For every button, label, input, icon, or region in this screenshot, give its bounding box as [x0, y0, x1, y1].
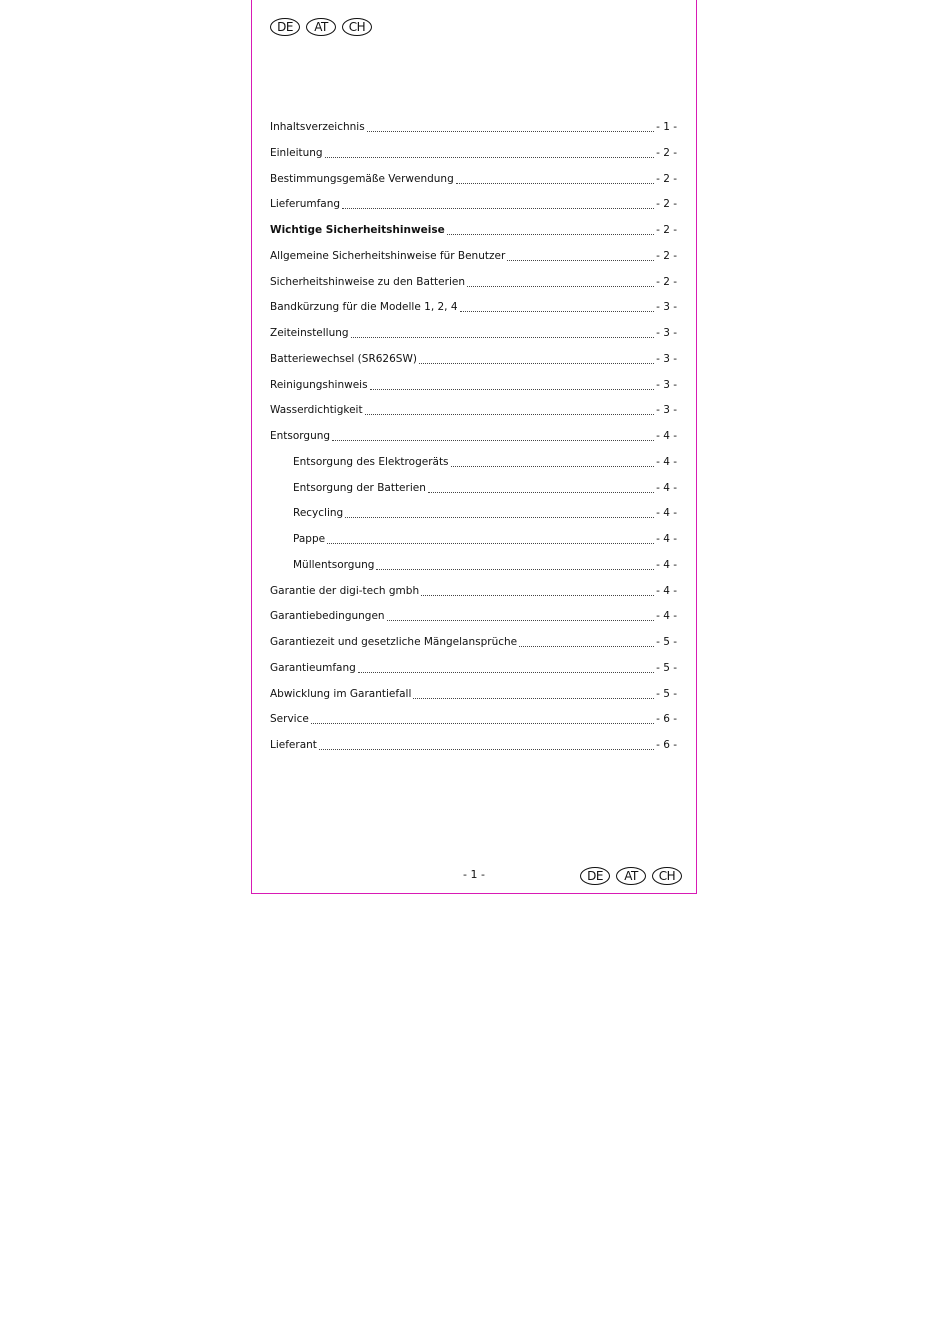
toc-entry-label: Sicherheitshinweise zu den Batterien: [270, 275, 465, 288]
toc-dot-leader: [358, 659, 654, 673]
toc-entry-page: - 4 -: [656, 558, 677, 571]
toc-dot-leader: [319, 736, 654, 750]
country-badge-ch: CH: [652, 867, 682, 885]
toc-dot-leader: [519, 633, 654, 647]
toc-dot-leader: [413, 685, 654, 699]
toc-entry-page: - 3 -: [656, 404, 677, 417]
toc-entry[interactable]: [270, 221, 677, 247]
toc-entry[interactable]: [270, 376, 677, 402]
toc-entry-label: Entsorgung des Elektrogeräts: [293, 455, 449, 468]
toc-entry[interactable]: [270, 736, 677, 762]
toc-entry-label: Pappe: [293, 533, 326, 545]
country-badge-at: AT: [616, 867, 646, 885]
toc-entry-page: - 4 -: [656, 584, 677, 597]
toc-dot-leader: [387, 607, 654, 621]
toc-entry-label: Inhaltsverzeichnis: [270, 121, 365, 133]
toc-entry-page: - 4 -: [656, 507, 677, 520]
toc-dot-leader: [351, 324, 654, 338]
toc-entry-page: - 2 -: [656, 172, 677, 185]
toc-dot-leader: [376, 556, 654, 570]
toc-dot-leader: [342, 195, 654, 209]
toc-entry-label: Lieferant: [270, 739, 317, 751]
toc-entry-page: - 5 -: [656, 661, 677, 674]
toc-entry-label: Einleitung: [270, 146, 323, 159]
toc-entry-page: - 3 -: [656, 352, 677, 365]
toc-entry-label: Wasserdichtigkeit: [270, 404, 363, 417]
toc-entry[interactable]: [270, 324, 677, 350]
toc-entry[interactable]: [270, 195, 677, 221]
document-page: [251, 0, 697, 894]
toc-dot-leader: [451, 453, 655, 467]
toc-dot-leader: [327, 530, 654, 544]
page-number: - 1 -: [463, 868, 485, 881]
toc-dot-leader: [365, 401, 654, 415]
toc-entry-page: - 4 -: [656, 533, 677, 545]
toc-entry-label: Müllentsorgung: [293, 558, 375, 571]
toc-dot-leader: [367, 118, 654, 132]
toc-entry-page: - 4 -: [656, 430, 677, 442]
toc-entry-page: - 4 -: [656, 481, 677, 494]
toc-entry-page: - 3 -: [656, 378, 677, 391]
toc-entry-page: - 4 -: [656, 455, 677, 468]
toc-entry-page: - 2 -: [656, 249, 677, 262]
toc-entry-label: Lieferumfang: [270, 198, 341, 211]
toc-dot-leader: [460, 298, 655, 312]
toc-subentry[interactable]: [270, 504, 677, 530]
toc-entry-label: Garantie der digi-tech gmbh: [270, 584, 420, 597]
toc-entry-label: Bestimmungsgemäße Verwendung: [270, 172, 454, 185]
toc-entry-label: Service: [270, 713, 309, 726]
toc-entry[interactable]: [270, 633, 677, 659]
toc-entry-page: - 3 -: [656, 301, 677, 314]
toc-dot-leader: [325, 144, 654, 158]
toc-entry-page: - 5 -: [656, 636, 677, 648]
toc-entry-label: Allgemeine Sicherheitshinweise für Benutzer: [270, 249, 506, 262]
toc-entry[interactable]: [270, 607, 677, 633]
toc-dot-leader: [447, 221, 654, 235]
toc-dot-leader: [345, 504, 654, 518]
toc-dot-leader: [467, 273, 654, 287]
toc-entry-page: - 2 -: [656, 275, 677, 288]
toc-subentry[interactable]: [270, 453, 677, 479]
toc-entry-label: Garantiebedingungen: [270, 610, 385, 623]
toc-entry-page: - 3 -: [656, 327, 677, 339]
toc-entry[interactable]: [270, 273, 677, 299]
toc-entry-label: Zeiteinstellung: [270, 327, 349, 339]
toc-subentry[interactable]: [270, 556, 677, 582]
toc-entry-label: Entsorgung: [270, 430, 331, 442]
toc-entry-label: Reinigungshinweis: [270, 378, 368, 391]
toc-dot-leader: [332, 427, 654, 441]
table-of-contents: [270, 118, 677, 762]
toc-entry[interactable]: [270, 144, 677, 170]
toc-entry-label: Bandkürzung für die Modelle 1, 2, 4: [270, 301, 458, 314]
toc-entry-page: - 6 -: [656, 739, 677, 751]
toc-dot-leader: [311, 710, 654, 724]
toc-entry-label: Batteriewechsel (SR626SW): [270, 352, 417, 365]
toc-entry[interactable]: [270, 118, 677, 144]
toc-entry-page: - 2 -: [656, 146, 677, 159]
toc-entry[interactable]: [270, 710, 677, 736]
toc-entry-page: - 1 -: [656, 121, 677, 133]
toc-entry-label: Garantiezeit und gesetzliche Mängelansprüche: [270, 636, 518, 648]
toc-entry-page: - 6 -: [656, 713, 677, 726]
toc-entry-page: - 2 -: [656, 224, 677, 236]
toc-entry[interactable]: [270, 659, 677, 685]
toc-entry-label: Entsorgung der Batterien: [293, 481, 426, 494]
toc-entry[interactable]: [270, 401, 677, 427]
toc-dot-leader: [456, 170, 654, 184]
toc-entry-label: Garantieumfang: [270, 661, 356, 674]
toc-entry-page: - 2 -: [656, 198, 677, 211]
toc-subentry[interactable]: [270, 530, 677, 556]
country-badges-header: [270, 18, 372, 36]
toc-entry-label: Recycling: [293, 507, 344, 520]
toc-entry[interactable]: [270, 350, 677, 376]
toc-entry[interactable]: [270, 582, 677, 608]
toc-dot-leader: [370, 376, 655, 390]
toc-entry-label: Abwicklung im Garantiefall: [270, 687, 412, 700]
toc-dot-leader: [507, 247, 654, 261]
country-badge-at: AT: [306, 18, 336, 36]
toc-dot-leader: [428, 479, 654, 493]
toc-entry-label: Wichtige Sicherheitshinweise: [270, 224, 445, 236]
toc-entry[interactable]: [270, 170, 677, 196]
country-badge-de: DE: [580, 867, 610, 885]
toc-subentry[interactable]: [270, 479, 677, 505]
toc-entry[interactable]: [270, 247, 677, 273]
toc-entry[interactable]: [270, 427, 677, 453]
toc-dot-leader: [419, 350, 654, 364]
toc-dot-leader: [421, 582, 654, 596]
toc-entry-page: - 4 -: [656, 610, 677, 623]
toc-entry[interactable]: [270, 298, 677, 324]
country-badge-de: DE: [270, 18, 300, 36]
country-badges-footer: [580, 867, 682, 885]
toc-entry[interactable]: [270, 685, 677, 711]
country-badge-ch: CH: [342, 18, 372, 36]
toc-entry-page: - 5 -: [656, 687, 677, 700]
